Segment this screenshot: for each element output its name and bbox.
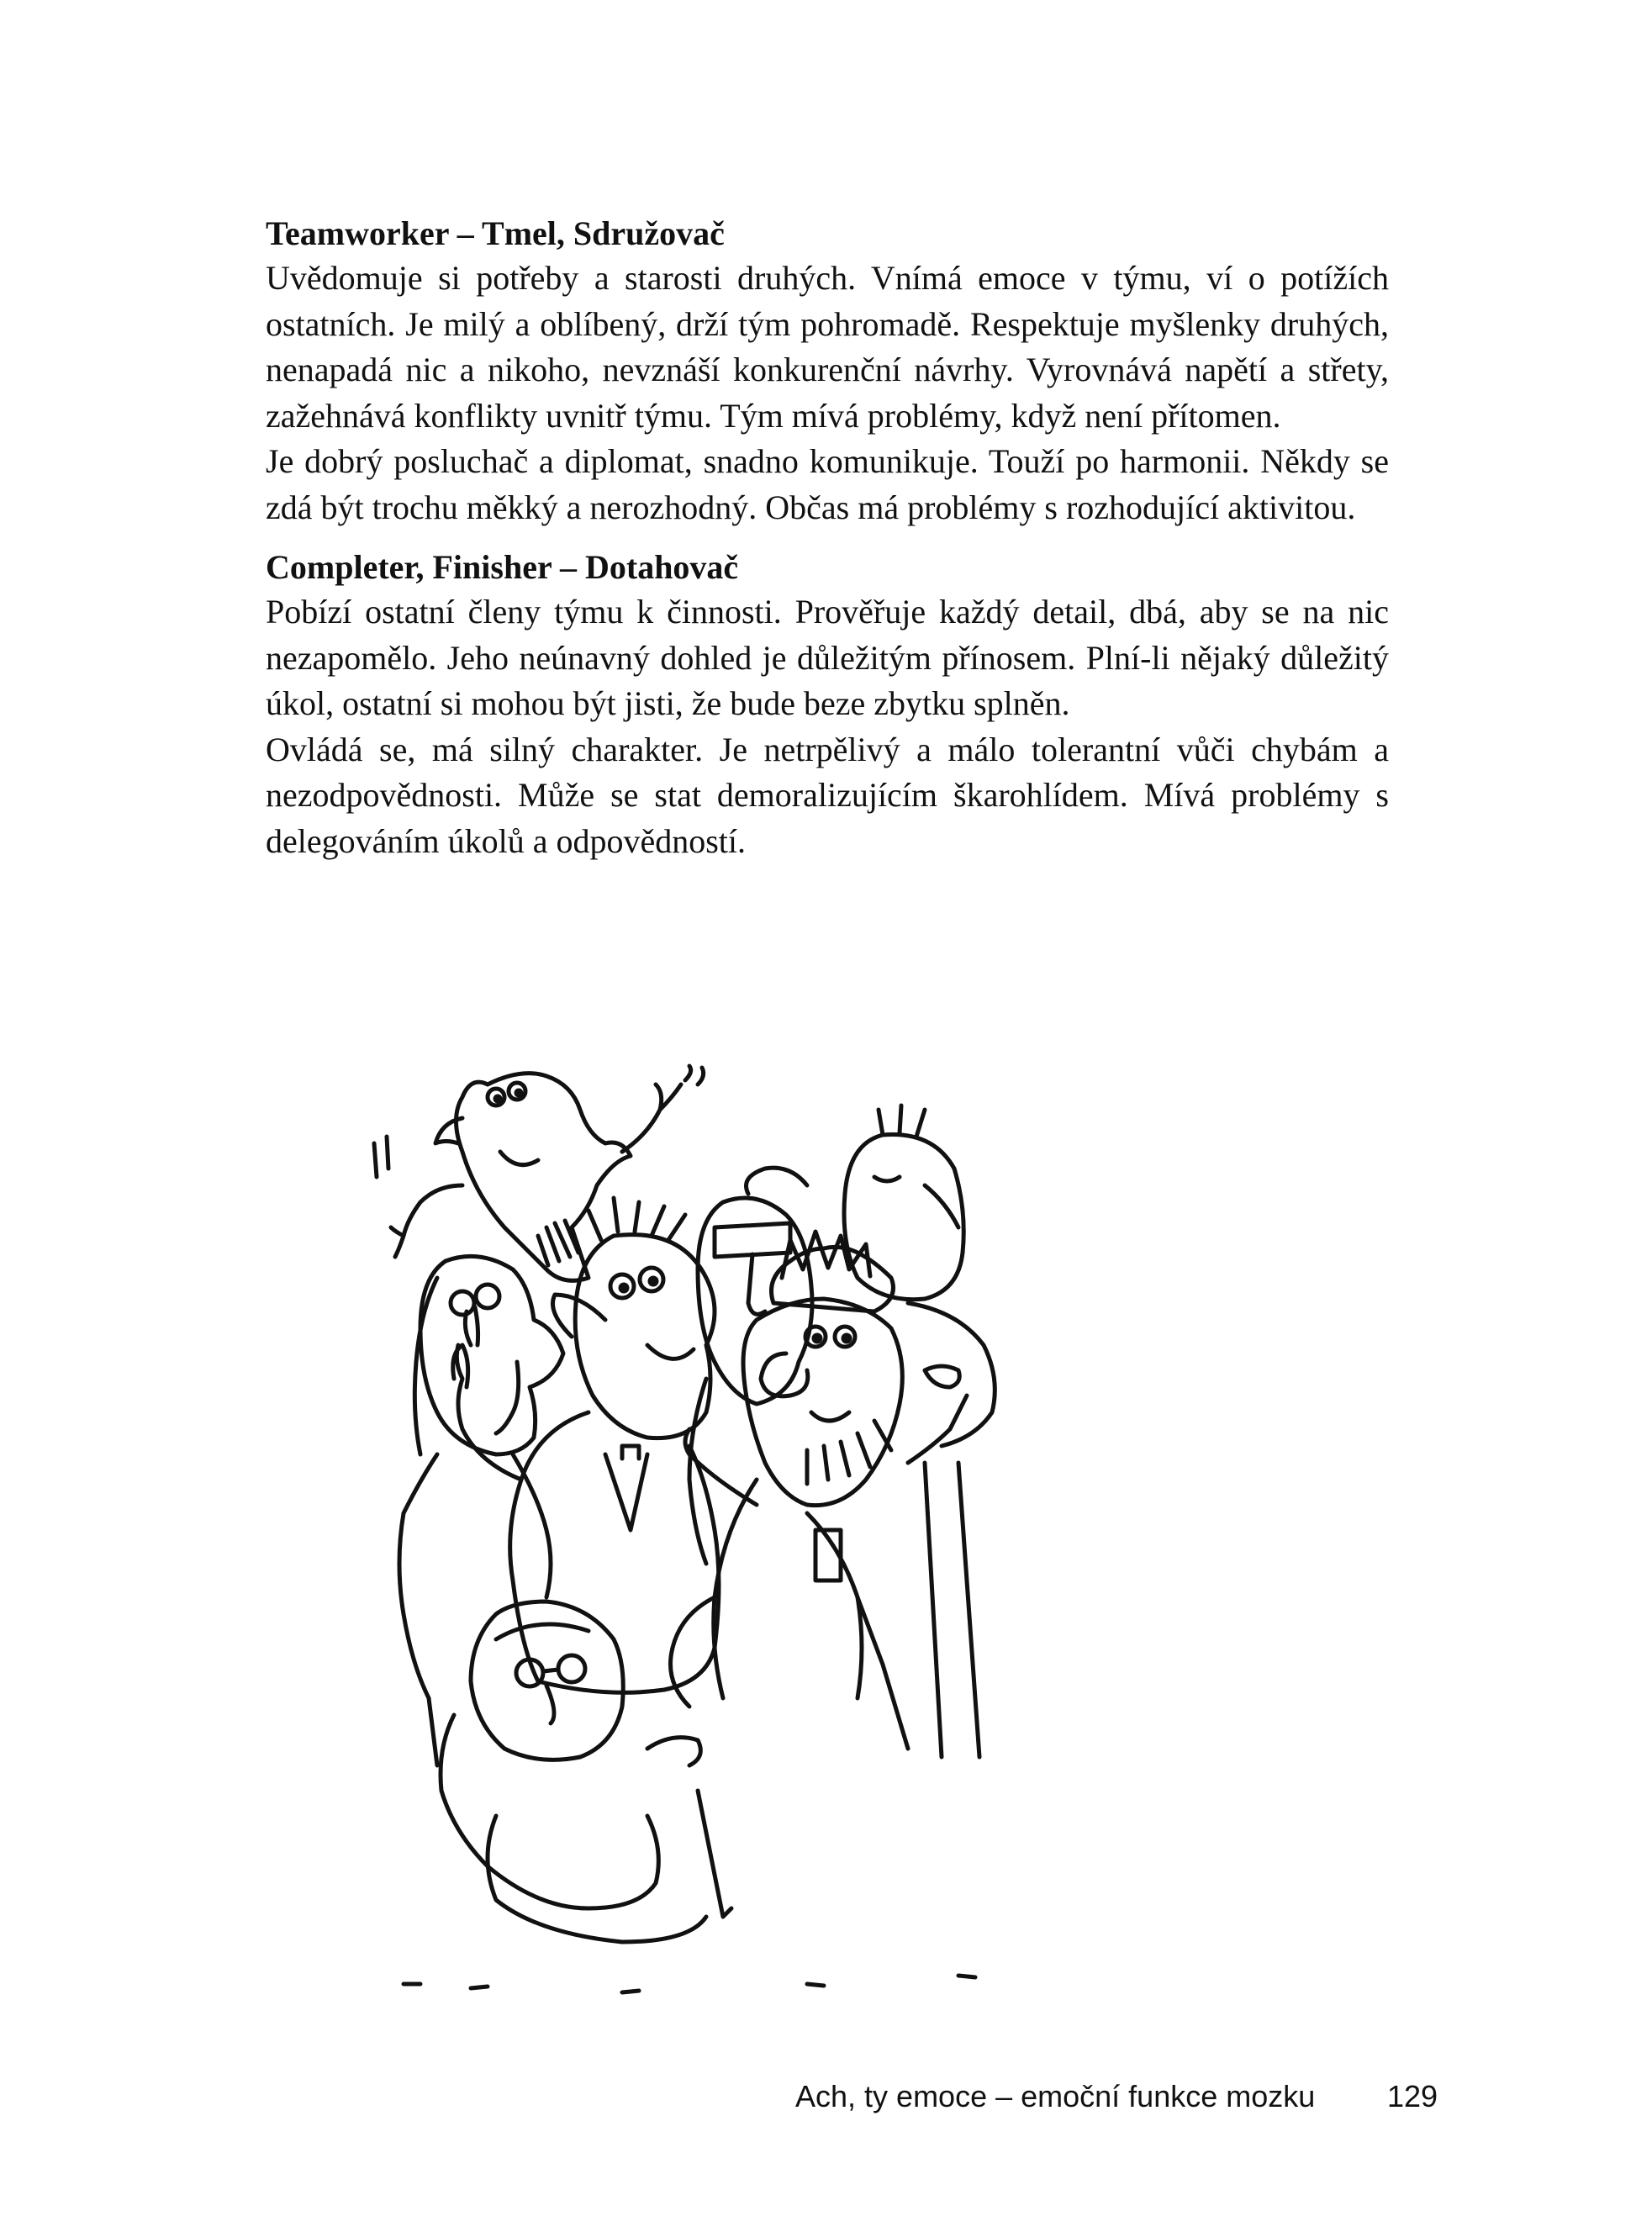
paragraph: Ovládá se, má silný charakter. Je netrpělivý a málo tolerantní vůči chybám a nezodpovědnosti. Může se stat demoralizujícím škarohlídem. Mívá problémy s delegováním úkolů a odpovědností. — [266, 730, 1389, 860]
main-text — [266, 212, 1389, 879]
floating-man-figure — [374, 1066, 704, 1280]
section-heading: Teamworker – Tmel, Sdružovač — [266, 214, 725, 252]
woman-figure — [399, 1256, 563, 1765]
section-heading: Completer, Finisher – Dotahovač — [266, 548, 739, 586]
cartoon-group-illustration — [370, 1059, 1328, 2026]
right-man-figure — [844, 1105, 995, 1757]
paragraph: Pobízí ostatní členy týmu k činnosti. Prověřuje každý detail, dbá, aby se na nic nezapomělo. Jeho neúnavný dohled je důležitým přínosem. Plní-li nějaký důležitý úkol, ostatní si mohou být jisti, že bude beze zbytku splněn. — [266, 593, 1389, 722]
paragraph: Uvědomuje si potřeby a starosti druhých. Vnímá emoce v týmu, ví o potížích ostatních. Je milý a oblíbený, drží tým pohromadě. Respektuje myšlenky druhých, nenapadá nic a nikoho, nevznáší konkurenční návrhy. Vyrovnává napětí a střety, zažehnává konflikty uvnitř týmu. Tým mívá problémy, když není přítomen. — [266, 259, 1389, 435]
footer-book-title: Ach, ty emoce – emoční funkce mozku — [795, 2079, 1316, 2113]
section-teamworker — [266, 212, 1389, 530]
paragraph: Je dobrý posluchač a diplomat, snadno komunikuje. Touží po harmonii. Někdy se zdá být trochu měkký a nerozhodný. Občas má problémy s rozhodující aktivitou. — [266, 442, 1389, 526]
sitting-man-figure — [441, 1601, 731, 1942]
section-completer-finisher — [266, 546, 1389, 864]
page-number: 129 — [1387, 2079, 1438, 2113]
